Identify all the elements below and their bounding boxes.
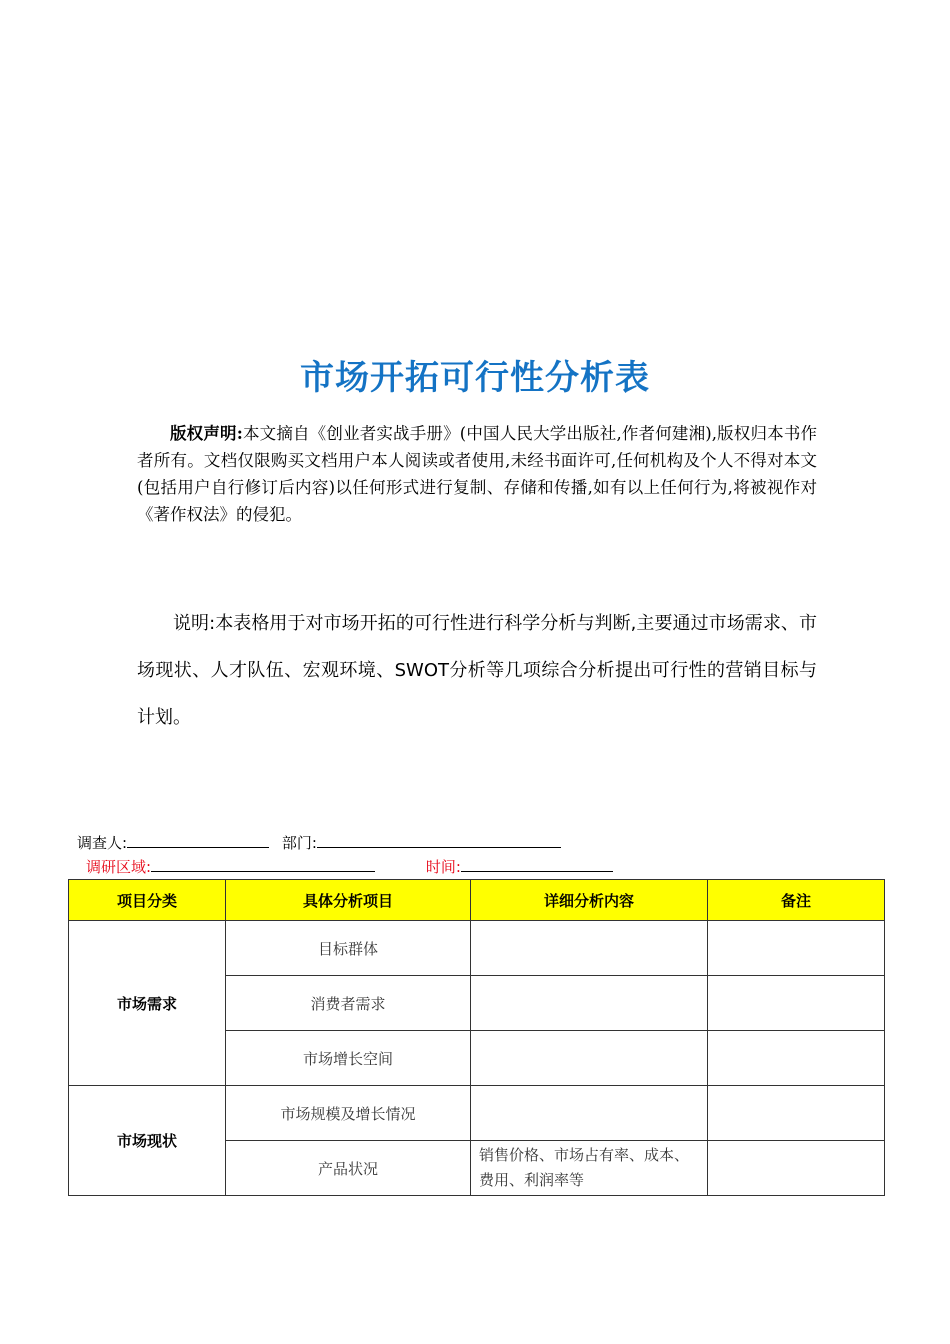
detail-cell[interactable] <box>471 976 708 1031</box>
note-cell[interactable] <box>708 921 885 976</box>
description: 说明:本表格用于对市场开拓的可行性进行科学分析与判断,主要通过市场需求、市场现状、人才队伍、宏观环境、SWOT分析等几项综合分析提出可行性的营销目标与计划。 <box>137 613 817 728</box>
header-category: 项目分类 <box>69 880 226 921</box>
table-row <box>69 1086 885 1141</box>
detail-cell[interactable] <box>471 1086 708 1141</box>
detail-cell[interactable]: 销售价格、市场占有率、成本、费用、利润率等 <box>471 1141 708 1196</box>
region-label: 调研区域: <box>86 858 152 876</box>
header-note: 备注 <box>708 880 885 921</box>
note-cell[interactable] <box>708 976 885 1031</box>
detail-cell[interactable] <box>471 1031 708 1086</box>
department-field[interactable] <box>317 833 561 848</box>
copyright-text: 本文摘自《创业者实战手册》(中国人民大学出版社,作者何建湘),版权归本书作者所有。文档仅限购买文档用户本人阅读或者使用,未经书面许可,任何机构及个人不得对本文(包括用户自行修订后内容)以任何形式进行复制、存储和传播,如有以上任何行为,将被视作对《著作权法》的侵犯。 <box>137 424 817 524</box>
item-cell: 消费者需求 <box>226 976 471 1031</box>
time-field[interactable] <box>461 857 613 872</box>
item-cell: 市场增长空间 <box>226 1031 471 1086</box>
item-cell: 市场规模及增长情况 <box>226 1086 471 1141</box>
item-cell: 产品状况 <box>226 1141 471 1196</box>
table-header-row <box>69 880 885 921</box>
time-label: 时间: <box>425 858 461 876</box>
copyright-label: 版权声明: <box>170 424 243 443</box>
note-cell[interactable] <box>708 1086 885 1141</box>
table-row <box>69 921 885 976</box>
detail-cell[interactable] <box>471 921 708 976</box>
category-cell: 市场需求 <box>69 921 226 1086</box>
investigator-field[interactable] <box>127 833 269 848</box>
form-row-2 <box>86 857 613 877</box>
category-cell: 市场现状 <box>69 1086 226 1196</box>
page-title: 市场开拓可行性分析表 <box>300 358 650 398</box>
department-label: 部门: <box>281 834 317 852</box>
analysis-table <box>68 879 885 1196</box>
header-detail: 详细分析内容 <box>471 880 708 921</box>
form-row-1 <box>77 833 561 853</box>
investigator-label: 调查人: <box>77 834 128 852</box>
region-field[interactable] <box>151 857 375 872</box>
copyright-notice <box>137 420 817 528</box>
header-item: 具体分析项目 <box>226 880 471 921</box>
note-cell[interactable] <box>708 1031 885 1086</box>
item-cell: 目标群体 <box>226 921 471 976</box>
note-cell[interactable] <box>708 1141 885 1196</box>
